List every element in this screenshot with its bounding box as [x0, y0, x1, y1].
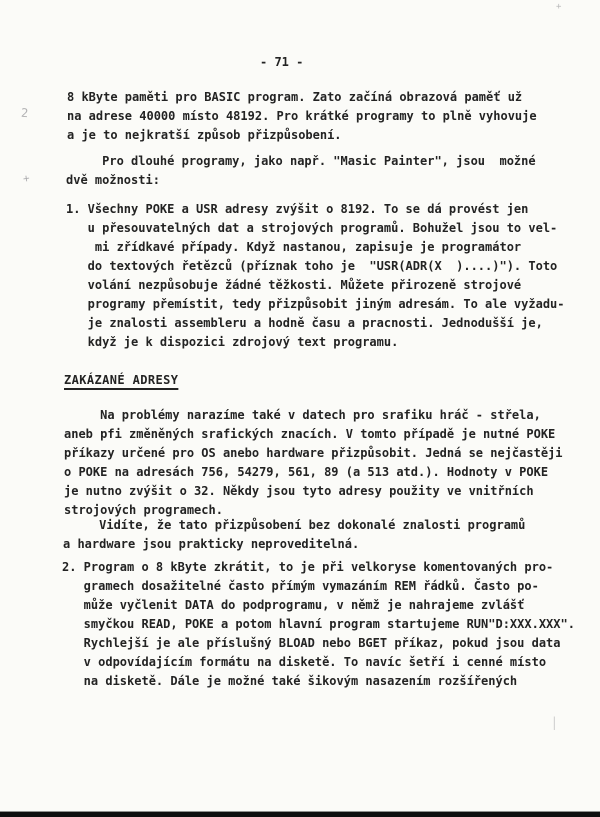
text-line: mi zřídkavé případy. Když nastanou, zapisuje je programátor	[66, 240, 522, 254]
text-line: na adrese 40000 místo 48192. Pro krátké programy to plně vyhovuje	[67, 109, 537, 123]
paragraph-long-programs	[66, 152, 536, 190]
text-line: programy přemístit, tedy přizpůsobit jiným adresám. To ale vyžadu-	[66, 297, 565, 311]
text-line: Rychlejší je ale příslušný BLOAD nebo BGET příkaz, pokud jsou data	[62, 636, 561, 650]
text-line: 2. Program o 8 kByte zkrátit, to je při velkoryse komentovaných pro-	[62, 560, 554, 574]
text-line: aneb pfi změněných srafických znacích. V tomto případě je nutné POKE	[64, 427, 556, 441]
scan-edge-bar	[0, 812, 600, 817]
text-line: příkazy určené pro OS anebo hardware přizpůsobit. Jedná se nejčastěji	[64, 446, 563, 460]
numbered-item-2	[62, 558, 575, 691]
paragraph-forbidden-addresses	[64, 406, 563, 520]
text-line: Pro dlouhé programy, jako např. "Masic Painter", jsou možné	[66, 154, 536, 168]
text-line: Vidíte, že tato přizpůsobení bez dokonalé znalosti programů	[63, 518, 526, 532]
text-line: volání nezpůsobuje žádné těžkosti. Můžete přirozeně strojové	[66, 278, 522, 292]
text-line: u přesouvatelných dat a strojových programů. Bohužel jsou to vel-	[66, 221, 558, 235]
paragraph-conclusion	[63, 516, 525, 554]
text-line: 1. Všechny POKE a USR adresy zvýšit o 8192. To se dá provést jen	[66, 202, 529, 216]
text-line: když je k dispozici zdrojový text programu.	[66, 335, 399, 349]
text-line: je znalosti assembleru a hodně času a pracnosti. Jednodušší je,	[66, 316, 543, 330]
text-line: Na problémy narazíme také v datech pro srafiku hráč - střela,	[64, 408, 541, 422]
text-line: dvě možnosti:	[66, 173, 160, 187]
paragraph-basic-memory	[67, 88, 537, 145]
text-line: smyčkou READ, POKE a potom hlavní program startujeme RUN"D:XXX.XXX".	[62, 617, 575, 631]
text-line: na disketě. Dále je možné také šikovým nasazením rozšířených	[62, 674, 518, 688]
text-line: v odpovídajícím formátu na disketě. To navíc šetří i cenné místo	[62, 655, 547, 669]
text-line: do textových řetězců (příznak toho je "USR(ADR(X )....)"). Toto	[66, 259, 558, 273]
text-line: a je to nejkratší způsob přizpůsobení.	[67, 128, 342, 142]
scan-artifact-left-margin-mid: +	[22, 171, 31, 186]
text-line: je nutno zvýšit o 32. Někdy jsou tyto adresy použity ve vnitřních	[64, 484, 534, 498]
text-line: strojových programech.	[64, 503, 223, 517]
section-heading: ZAKÁZANÉ ADRESY	[64, 373, 179, 387]
page-number: - 71 -	[260, 55, 304, 69]
text-line: může vyčlenit DATA do podprogramu, v němž je nahrajeme zvlášť	[62, 598, 525, 612]
numbered-item-1	[66, 200, 565, 352]
scan-artifact-top-right: +	[556, 2, 562, 12]
text-line: o POKE na adresách 756, 54279, 561, 89 (a 513 atd.). Hodnoty v POKE	[64, 465, 549, 479]
scan-artifact-left-margin-top: 2	[20, 105, 29, 121]
text-line: gramech dosažitelné často přímým vymazáním REM řádků. Často po-	[62, 579, 539, 593]
text-line: 8 kByte paměti pro BASIC program. Zato začíná obrazová paměť už	[67, 90, 523, 104]
text-line: a hardware jsou prakticky neproveditelná.	[63, 537, 360, 551]
scan-artifact-right-edge: |	[551, 714, 558, 731]
